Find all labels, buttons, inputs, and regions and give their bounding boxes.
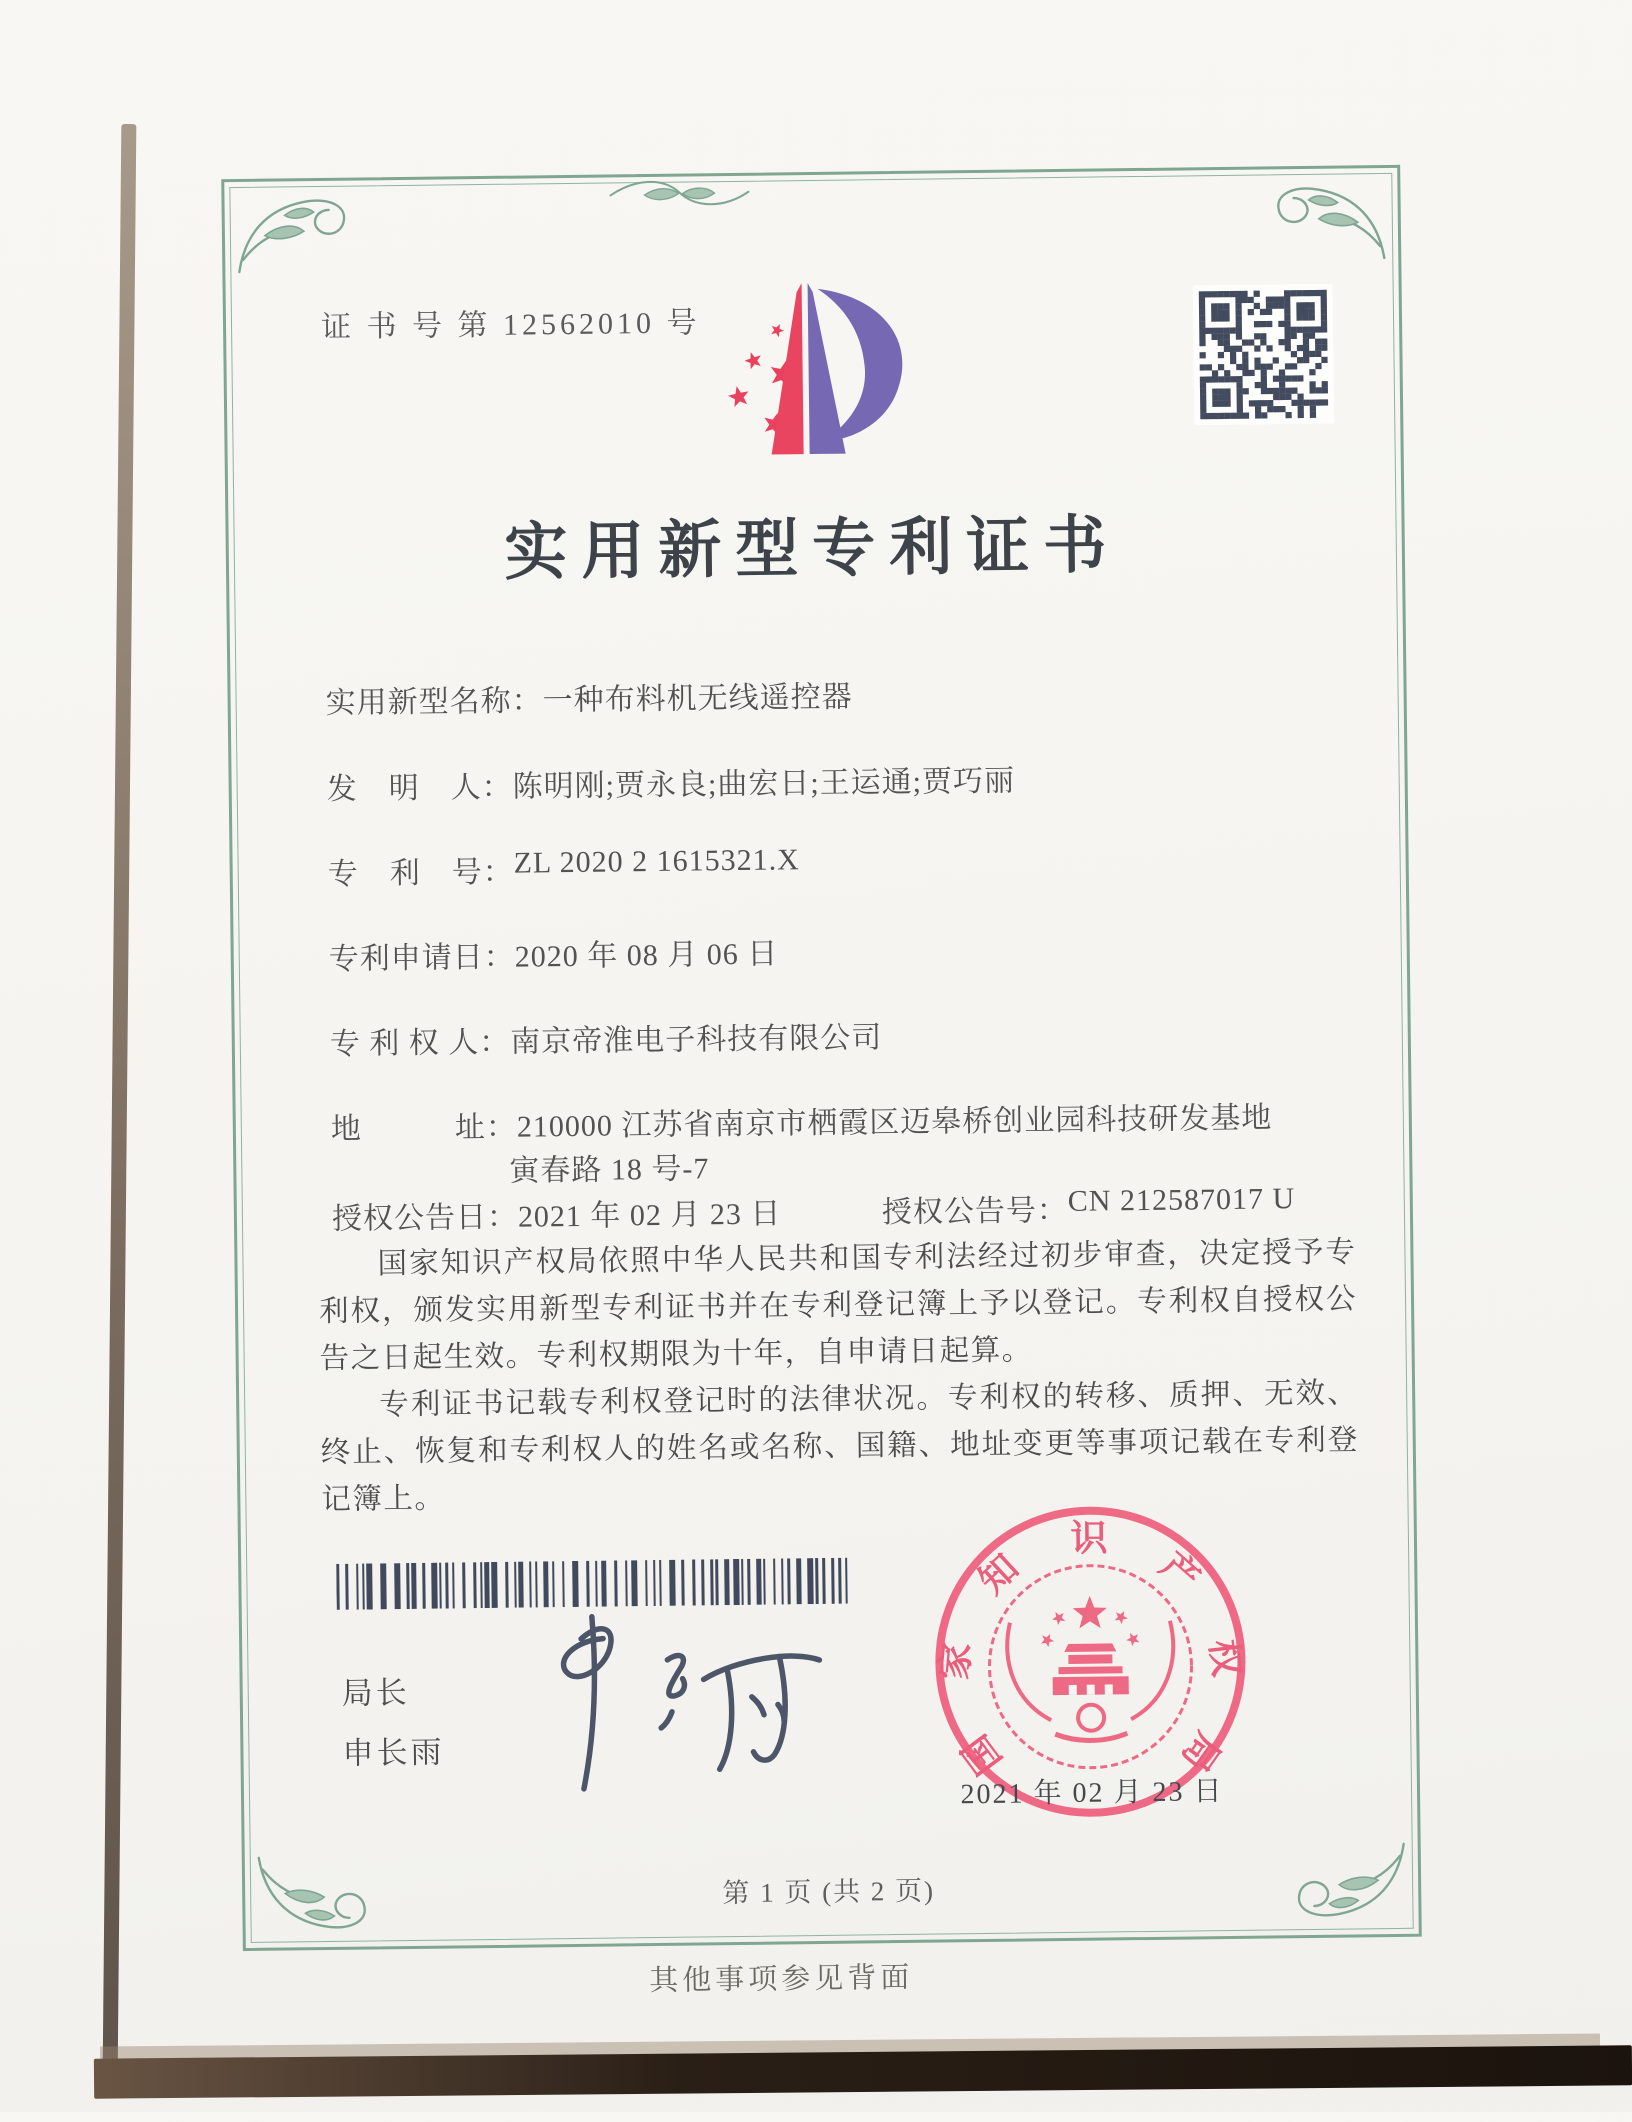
field-address [331, 1092, 1273, 1147]
cnipa-logo-icon [684, 275, 916, 473]
field-value: 一种布料机无线遥控器 [542, 680, 853, 718]
field-value: ZL 2020 2 1615321.X [513, 843, 801, 880]
seal-emblem-gate [1052, 1643, 1129, 1695]
field-patentee [330, 1012, 883, 1063]
legal-paragraph-1: 国家知识产权局依照中华人民共和国专利法经过初步审查，决定授予专利权，颁发实用新型专利证书并在专利登记簿上予以登记。专利权自授权公告之日起生效。专利权期限为十年，自申请日起算。 [318, 1236, 1358, 1376]
field-patent-number [327, 843, 800, 893]
field-label: 实用新型名称： [325, 684, 543, 720]
field-filing-date [328, 928, 778, 977]
legal-paragraph-2: 专利证书记载专利权登记时的法律状况。专利权的转移、质押、无效、终止、恢复和专利权人的姓名或名称、国籍、地址变更等事项记载在专利登记簿上。 [320, 1377, 1359, 1517]
field-address-line2: 寅春路 18 号-7 [509, 1152, 710, 1188]
svg-text:权: 权 [1201, 1637, 1247, 1679]
commissioner-title-label: 局长 [341, 1675, 410, 1711]
field-inventors [326, 756, 1015, 808]
field-value: 陈明刚;贾永良;曲宏日;王运通;贾巧丽 [512, 764, 1016, 804]
field-grant-date [332, 1188, 782, 1237]
svg-text:家: 家 [934, 1640, 979, 1682]
back-side-note: 其他事项参见背面 [649, 1961, 914, 1998]
qr-code-icon [1193, 284, 1335, 426]
svg-text:识: 识 [1070, 1518, 1108, 1560]
svg-text:国: 国 [955, 1726, 1011, 1782]
barcode-icon [336, 1557, 862, 1609]
svg-text:产: 产 [1151, 1545, 1207, 1601]
certificate-number-line: 证 书 号 第 12562010 号 [320, 306, 701, 344]
legal-text-block [318, 1229, 1359, 1524]
field-value: 南京帝淮电子科技有限公司 [510, 1021, 883, 1059]
field-label: 专利申请日： [328, 940, 515, 976]
field-grant-number [882, 1182, 1296, 1231]
field-utility-model-name [325, 672, 852, 722]
field-label: 地 址： [330, 1110, 518, 1146]
field-value: 210000 江苏省南京市栖霞区迈皋桥创业园科技研发基地 [516, 1101, 1273, 1144]
svg-text:知: 知 [971, 1547, 1027, 1603]
field-value: 2020 年 08 月 06 日 [514, 937, 779, 974]
seal-date: 2021 年 02 月 23 日 [960, 1776, 1224, 1811]
handwritten-signature [515, 1606, 847, 1815]
svg-text:局: 局 [1172, 1724, 1228, 1779]
field-label: 授权公告日： [331, 1200, 519, 1236]
field-value: 2021 年 02 月 23 日 [517, 1197, 782, 1234]
field-label: 专 利 权 人： [329, 1025, 511, 1061]
field-label: 专 利 号： [327, 855, 514, 891]
field-value: CN 212587017 U [1067, 1182, 1296, 1218]
field-label: 发 明 人： [326, 770, 513, 806]
page-number: 第 1 页 (共 2 页) [722, 1875, 936, 1909]
commissioner-name-label: 申长雨 [342, 1734, 445, 1771]
certificate-title: 实用新型专利证书 [503, 510, 1121, 588]
field-label: 授权公告号： [881, 1193, 1069, 1230]
